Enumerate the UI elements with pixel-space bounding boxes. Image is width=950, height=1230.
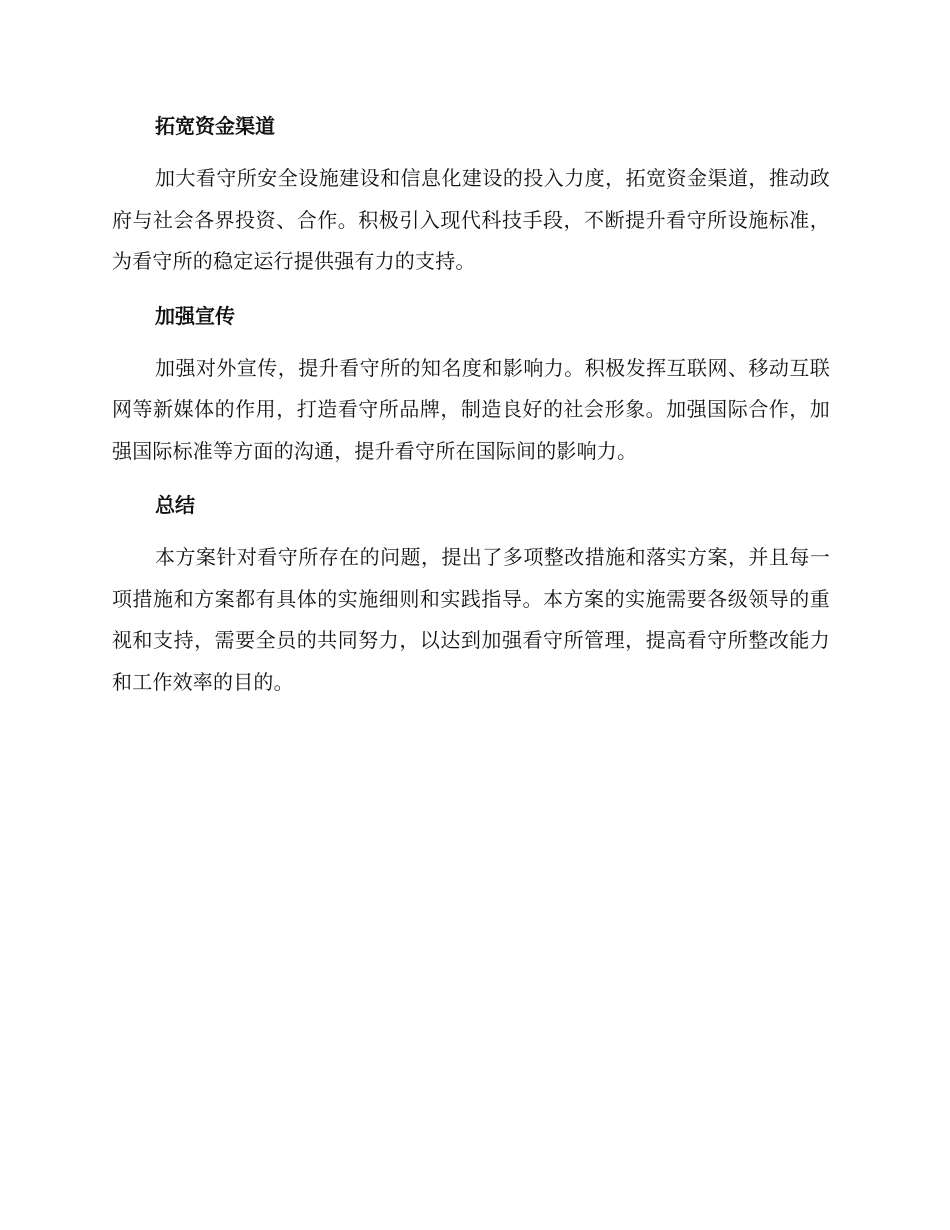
section-paragraph-publicity: 加强对外宣传，提升看守所的知名度和影响力。积极发挥互联网、移动互联网等新媒体的作用，打造看守所品牌，制造良好的社会形象。加强国际合作，加强国际标准等方面的沟通，提升看守所在国际间的影响力。 xyxy=(112,355,830,463)
document-body xyxy=(112,106,830,716)
section-heading-publicity: 加强宣传 xyxy=(155,303,235,328)
section-paragraph-funding: 加大看守所安全设施建设和信息化建设的投入力度，拓宽资金渠道，推动政府与社会各界投资、合作。积极引入现代科技手段，不断提升看守所设施标准，为看守所的稳定运行提供强有力的支持。 xyxy=(112,166,830,273)
section-heading-summary: 总结 xyxy=(155,493,195,517)
section-paragraph-summary: 本方案针对看守所存在的问题，提出了多项整改措施和落实方案，并且每一项措施和方案都有具体的实施细则和实践指导。本方案的实施需要各级领导的重视和支持，需要全员的共同努力，以达到加强看守所管理，提高看守所整改能力和工作效率的目的。 xyxy=(112,545,830,694)
section-heading-funding: 拓宽资金渠道 xyxy=(155,114,275,138)
